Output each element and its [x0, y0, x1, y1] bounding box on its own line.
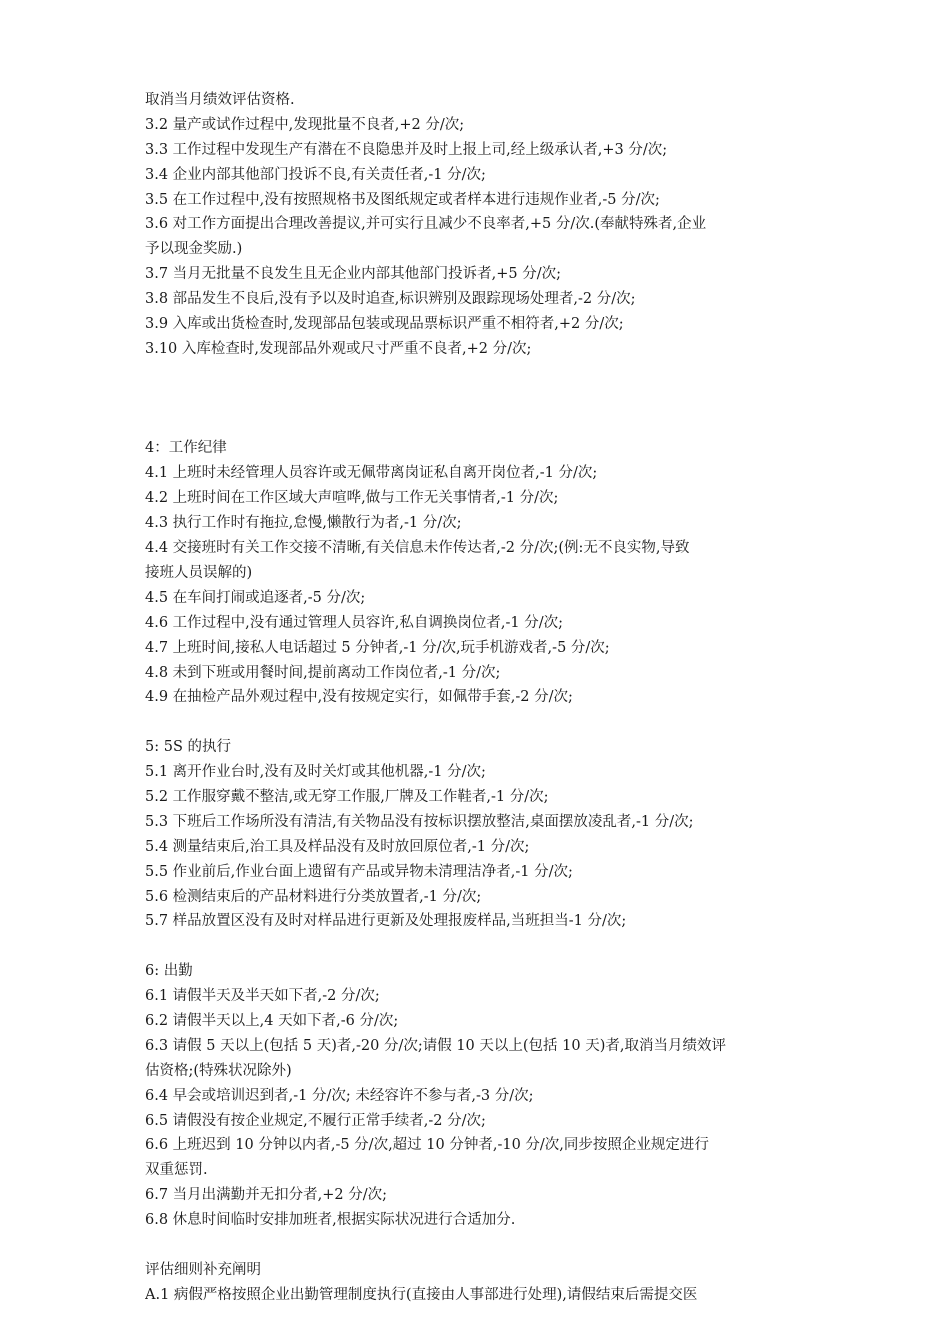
- item-4-5: 4.5 在车间打闹或追逐者,-5 分/次;: [145, 589, 366, 606]
- spacer: [145, 362, 813, 437]
- item-3-7: 3.7 当月无批量不良发生且无企业内部其他部门投诉者,+5 分/次;: [145, 266, 562, 283]
- spacer: [145, 710, 813, 735]
- section-3-continuation: [145, 88, 813, 362]
- item-a-1: A.1 病假严格按照企业出勤管理制度执行(直接由人事部进行处理),请假结束后需提交医: [145, 1286, 698, 1303]
- supplement-section: [145, 1258, 813, 1308]
- section-heading: 评估细则补充阐明: [145, 1261, 261, 1278]
- item-6-6-continued: 双重惩罚.: [145, 1162, 208, 1179]
- item-3-6: 3.6 对工作方面提出合理改善提议,并可实行且减少不良率者,+5 分/次.(奉献特殊者,企业: [145, 216, 707, 233]
- item-4-2: 4.2 上班时间在工作区域大声喧哗,做与工作无关事情者,-1 分/次;: [145, 490, 559, 507]
- item-6-6: 6.6 上班迟到 10 分钟以内者,-5 分/次,超过 10 分钟者,-10 分/次,同步按照企业规定进行: [145, 1137, 709, 1154]
- item-6-3-continued: 估资格;(特殊状况除外): [145, 1062, 292, 1079]
- item-4-8: 4.8 未到下班或用餐时间,提前离动工作岗位者,-1 分/次;: [145, 664, 501, 681]
- item-4-7: 4.7 上班时间,接私人电话超过 5 分钟者,-1 分/次,玩手机游戏者,-5 分/次;: [145, 639, 610, 656]
- section-5: [145, 735, 813, 934]
- item-3-2: 3.2 量产或试作过程中,发现批量不良者,+2 分/次;: [145, 116, 465, 133]
- section-heading: 6: 出勤: [145, 963, 193, 980]
- item-6-7: 6.7 当月出满勤并无扣分者,+2 分/次;: [145, 1187, 388, 1204]
- item-4-6: 4.6 工作过程中,没有通过管理人员容许,私自调换岗位者,-1 分/次;: [145, 614, 563, 631]
- item-3-10: 3.10 入库检查时,发现部品外观或尺寸严重不良者,+2 分/次;: [145, 340, 532, 357]
- item-6-8: 6.8 休息时间临时安排加班者,根据实际状况进行合适加分.: [145, 1212, 516, 1229]
- section-6: [145, 959, 813, 1233]
- item-3-5: 3.5 在工作过程中,没有按照规格书及图纸规定或者样本进行违规作业者,-5 分/次;: [145, 191, 660, 208]
- spacer: [145, 1233, 813, 1258]
- item-6-5: 6.5 请假没有按企业规定,不履行正常手续者,-2 分/次;: [145, 1112, 486, 1129]
- item-4-3: 4.3 执行工作时有拖拉,怠慢,懒散行为者,-1 分/次;: [145, 515, 462, 532]
- item-3-8: 3.8 部品发生不良后,没有予以及时追查,标识辨别及跟踪现场处理者,-2 分/次;: [145, 291, 636, 308]
- item-6-2: 6.2 请假半天以上,4 天如下者,-6 分/次;: [145, 1012, 399, 1029]
- item-4-1: 4.1 上班时未经管理人员容许或无佩带离岗证私自离开岗位者,-1 分/次;: [145, 465, 598, 482]
- item-6-4: 6.4 早会或培训迟到者,-1 分/次; 未经容许不参与者,-3 分/次;: [145, 1087, 534, 1104]
- item-5-7: 5.7 样品放置区没有及时对样品进行更新及处理报废样品,当班担当-1 分/次;: [145, 913, 627, 930]
- item-5-2: 5.2 工作服穿戴不整洁,或无穿工作服,厂牌及工作鞋者,-1 分/次;: [145, 788, 549, 805]
- spacer: [145, 934, 813, 959]
- section-heading: 4：工作纪律: [145, 440, 227, 457]
- item-3-3: 3.3 工作过程中发现生产有潜在不良隐患并及时上报上司,经上级承认者,+3 分/次;: [145, 141, 668, 158]
- item-5-6: 5.6 检测结束后的产品材料进行分类放置者,-1 分/次;: [145, 888, 482, 905]
- item-6-3: 6.3 请假 5 天以上(包括 5 天)者,-20 分/次;请假 10 天以上(包括 10 天)者,取消当月绩效评: [145, 1037, 726, 1054]
- section-4: [145, 436, 813, 710]
- item-4-4-continued: 接班人员误解的): [145, 564, 253, 581]
- item-5-1: 5.1 离开作业台时,没有及时关灯或其他机器,-1 分/次;: [145, 764, 486, 781]
- item-4-9: 4.9 在抽检产品外观过程中,没有按规定实行，如佩带手套,-2 分/次;: [145, 689, 573, 706]
- item-5-5: 5.5 作业前后,作业台面上遗留有产品或异物未清理洁净者,-1 分/次;: [145, 863, 573, 880]
- text-line: 取消当月绩效评估资格.: [145, 92, 295, 108]
- item-4-4: 4.4 交接班时有关工作交接不清晰,有关信息未作传达者,-2 分/次;(例:无不良实物,导致: [145, 540, 690, 557]
- item-6-1: 6.1 请假半天及半天如下者,-2 分/次;: [145, 988, 380, 1005]
- item-3-4: 3.4 企业内部其他部门投诉不良,有关责任者,-1 分/次;: [145, 166, 486, 183]
- section-heading: 5: 5S 的执行: [145, 739, 231, 756]
- item-3-9: 3.9 入库或出货检查时,发现部品包装或现品票标识严重不相符者,+2 分/次;: [145, 316, 624, 333]
- item-5-4: 5.4 测量结束后,治工具及样品没有及时放回原位者,-1 分/次;: [145, 838, 530, 855]
- item-5-3: 5.3 下班后工作场所没有清洁,有关物品没有按标识摆放整洁,桌面摆放凌乱者,-1 分/次;: [145, 813, 694, 830]
- item-3-6-continued: 予以现金奖励.): [145, 241, 243, 258]
- document-page: [145, 88, 813, 1308]
